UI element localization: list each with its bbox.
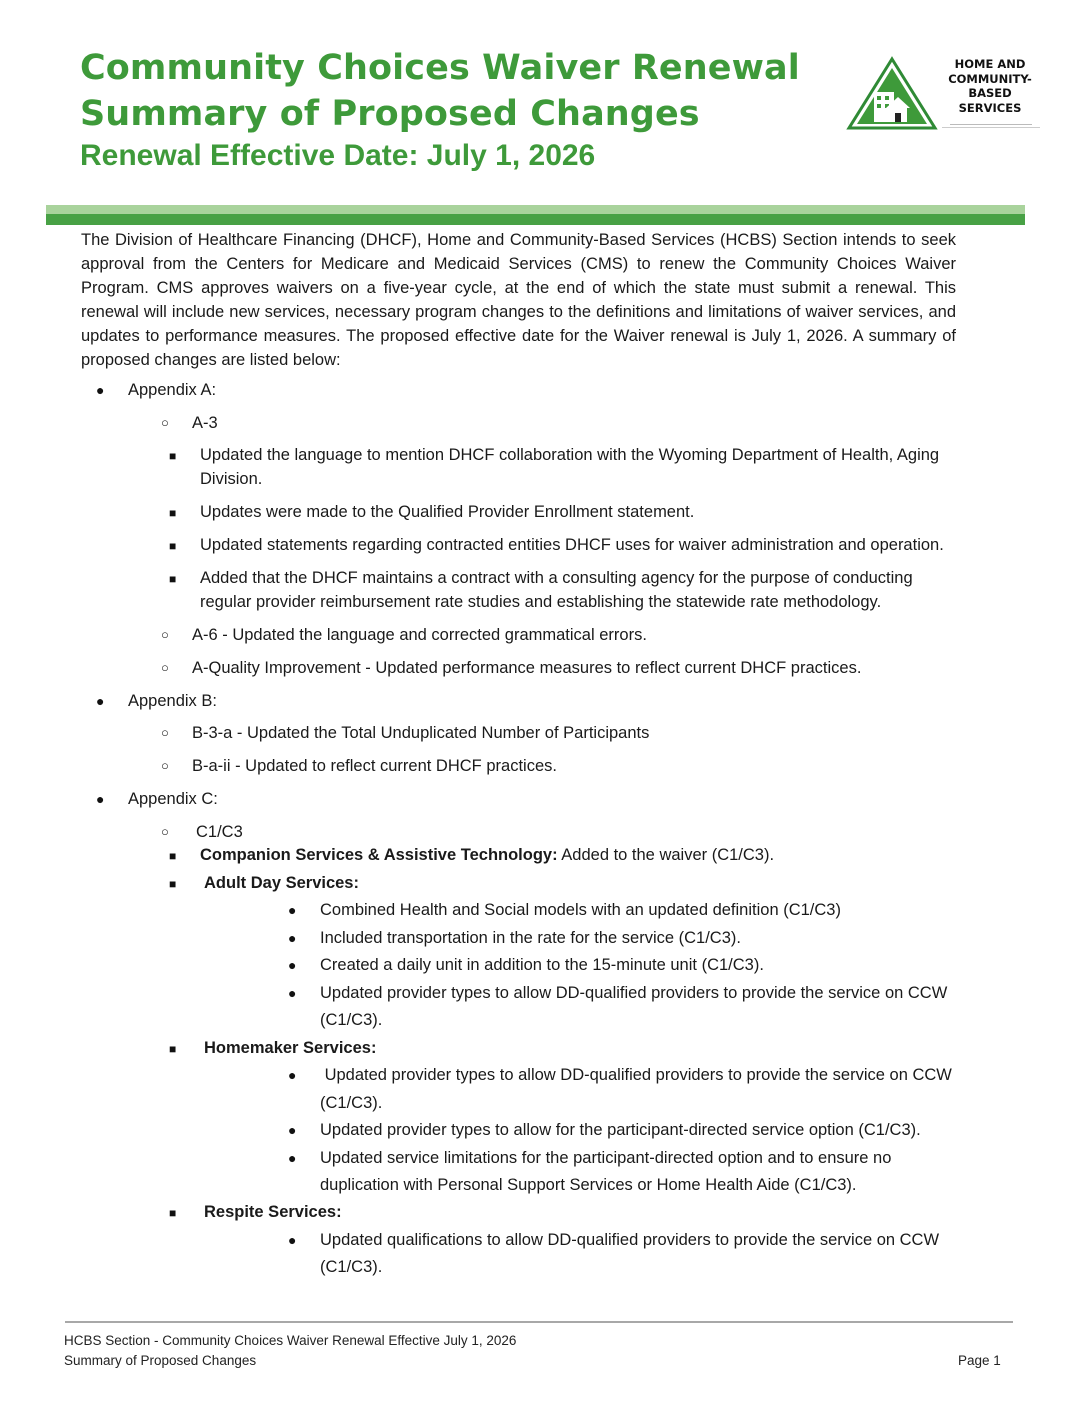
bullet-marker: ●	[288, 902, 297, 918]
list-item: Updated provider types to allow DD-qualified providers to provide the service on CCW	[320, 1066, 952, 1084]
list-item: Updated statements regarding contracted entities DHCF uses for waiver administration and operation.	[200, 536, 944, 554]
house-triangle-icon	[846, 56, 938, 132]
bullet-marker: ●	[288, 1122, 297, 1138]
list-item-continued: (C1/C3).	[320, 1094, 383, 1112]
appendix-a-heading: Appendix A:	[128, 381, 217, 399]
square-marker: ■	[169, 539, 177, 553]
circle-marker: ○	[161, 660, 169, 675]
bullet-marker: ●	[96, 382, 105, 398]
list-item-continued: duplication with Personal Support Services or Home Health Aide (C1/C3).	[320, 1176, 857, 1194]
logo-wordmark: HOME AND COMMUNITY- BASED SERVICES	[948, 57, 1032, 115]
bullet-marker: ●	[288, 957, 297, 973]
square-marker: ■	[169, 1206, 177, 1220]
section-baii: B-a-ii - Updated to reflect current DHCF practices.	[192, 757, 557, 775]
page-number: Page 1	[958, 1353, 1001, 1368]
list-item: Combined Health and Social models with an updated definition (C1/C3)	[320, 901, 841, 919]
square-marker: ■	[169, 877, 177, 891]
companion-services-label: Companion Services & Assistive Technology:	[200, 846, 558, 864]
list-item-continued: regular provider reimbursement rate studies and establishing the statewide rate methodology.	[200, 593, 882, 611]
intro-paragraph: The Division of Healthcare Financing (DHCF), Home and Community-Based Services (HCBS) Section intends to seek approval from the Centers for Medicare and Medicaid Services (CMS) to renew the Community Choices Waiver Program. CMS approves waivers on a five-year cycle, at the end of which the state must submit a renewal. This renewal will include new services, necessary program changes to the definitions and limitations of waiver services, and updates to performance measures. The proposed effective date for the Waiver renewal is July 1, 2026. A summary of proposed changes are listed below:	[81, 231, 956, 369]
section-a-quality-improvement: A-Quality Improvement - Updated performance measures to reflect current DHCF practices.	[192, 659, 862, 677]
circle-marker: ○	[161, 725, 169, 740]
header-divider-light	[46, 205, 1025, 214]
appendix-c-heading: Appendix C:	[128, 790, 218, 808]
respite-services-heading: Respite Services:	[204, 1203, 342, 1221]
companion-services-item	[200, 843, 774, 867]
square-marker: ■	[169, 506, 177, 520]
list-item: Updated the language to mention DHCF collaboration with the Wyoming Department of Health, Aging	[200, 446, 940, 464]
list-item-continued: (C1/C3).	[320, 1258, 383, 1276]
list-item: Updated service limitations for the participant-directed option and to ensure no	[320, 1149, 892, 1167]
section-c1c3: C1/C3	[196, 823, 243, 841]
document-title: Community Choices Waiver Renewal	[80, 48, 800, 88]
footer-line-2: Summary of Proposed Changes	[64, 1353, 257, 1368]
document-title-line-2: Summary of Proposed Changes	[80, 94, 700, 134]
section-a6: A-6 - Updated the language and corrected grammatical errors.	[192, 626, 647, 644]
list-item: Updates were made to the Qualified Provider Enrollment statement.	[200, 503, 695, 521]
bullet-marker: ●	[288, 985, 297, 1001]
effective-date-subtitle: Renewal Effective Date: July 1, 2026	[80, 139, 596, 172]
list-item-continued: Division.	[200, 470, 263, 488]
bullet-marker: ●	[96, 693, 105, 709]
circle-marker: ○	[161, 627, 169, 642]
bullet-marker: ●	[288, 1232, 297, 1248]
appendix-b-heading: Appendix B:	[128, 692, 217, 710]
bullet-marker: ●	[288, 1067, 297, 1083]
companion-services-text: Added to the waiver (C1/C3).	[557, 846, 775, 864]
circle-marker: ○	[161, 824, 169, 839]
footer-line-1: HCBS Section - Community Choices Waiver Renewal Effective July 1, 2026	[64, 1333, 517, 1348]
list-item: Included transportation in the rate for the service (C1/C3).	[320, 929, 741, 947]
circle-marker: ○	[161, 758, 169, 773]
bullet-marker: ●	[288, 1150, 297, 1166]
adult-day-services-heading: Adult Day Services:	[204, 874, 359, 892]
list-item: Updated qualifications to allow DD-qualified providers to provide the service on CCW	[320, 1231, 940, 1249]
list-item: Added that the DHCF maintains a contract with a consulting agency for the purpose of conducting	[200, 569, 913, 587]
list-item-continued: (C1/C3).	[320, 1011, 383, 1029]
bullet-marker: ●	[288, 930, 297, 946]
square-marker: ■	[169, 572, 177, 586]
square-marker: ■	[169, 849, 177, 863]
bullet-marker: ●	[96, 791, 105, 807]
square-marker: ■	[169, 1042, 177, 1056]
list-item: Updated provider types to allow for the participant-directed service option (C1/C3).	[320, 1121, 921, 1139]
circle-marker: ○	[161, 415, 169, 430]
homemaker-services-heading: Homemaker Services:	[204, 1039, 377, 1057]
header-divider-dark	[46, 214, 1025, 225]
hcbs-logo	[846, 56, 1046, 136]
logo-tagline-decoration	[942, 122, 1040, 132]
section-a3: A-3	[192, 414, 218, 432]
list-item: Created a daily unit in addition to the 15-minute unit (C1/C3).	[320, 956, 764, 974]
square-marker: ■	[169, 449, 177, 463]
footer-divider	[65, 1321, 1013, 1323]
list-item: Updated provider types to allow DD-qualified providers to provide the service on CCW	[320, 984, 948, 1002]
section-b3a: B-3-a - Updated the Total Unduplicated Number of Participants	[192, 724, 650, 742]
